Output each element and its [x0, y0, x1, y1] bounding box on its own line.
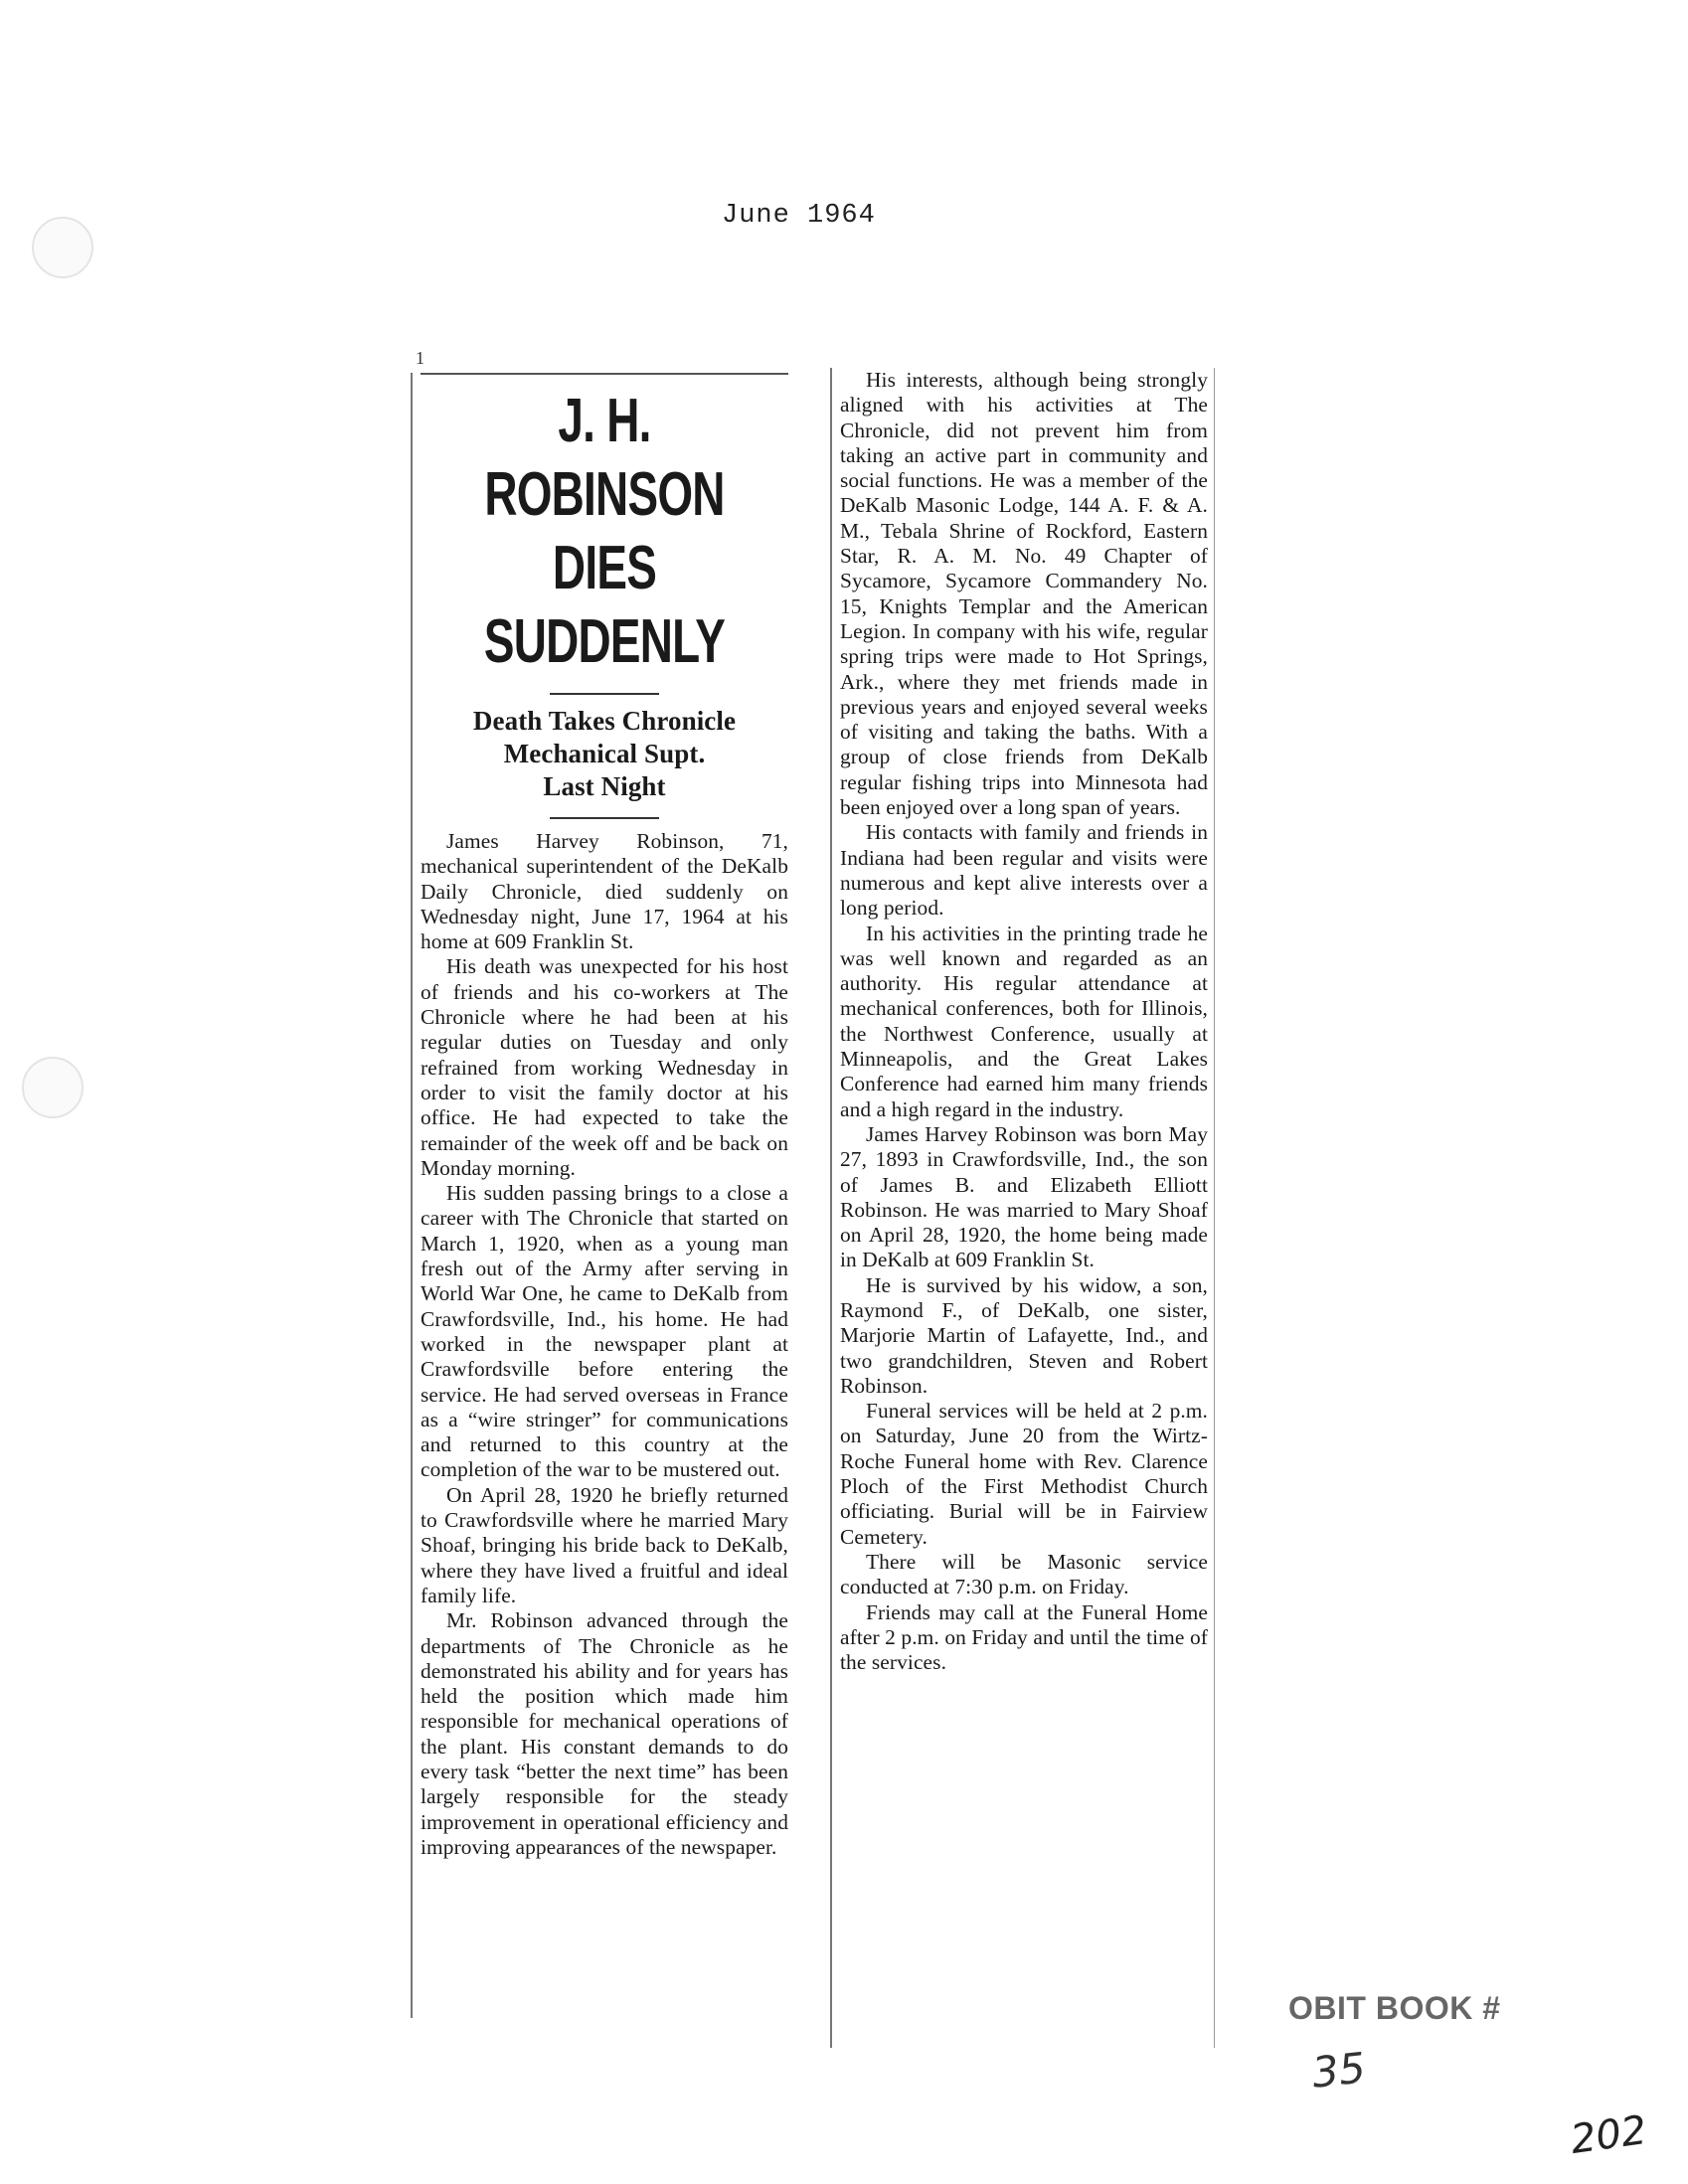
article-paragraph: His death was unexpected for his host of friends and his co-workers at The Chronicle where he had been at his regular duties on Tuesday and only refrained from working Wednesday in order to visit the family doctor at his office. He had expected to take the remainder of the week off and be back on Monday morning.	[421, 954, 788, 1180]
deck-line-2: Mechanical Supt.	[503, 739, 706, 768]
punch-hole-middle	[22, 1057, 84, 1118]
deck	[421, 705, 788, 803]
article-paragraph: On April 28, 1920 he briefly returned to Crawfordsville where he married Mary Shoaf, bringing his bride back to DeKalb, where they have lived a fruitful and ideal family life.	[421, 1482, 788, 1607]
deck-divider	[550, 817, 659, 819]
punch-hole-top	[32, 217, 93, 278]
article-paragraph: James Harvey Robinson, 71, mechanical superintendent of the DeKalb Daily Chronicle, died suddenly on Wednesday night, June 17, 1964 at his home at 609 Franklin St.	[421, 829, 788, 954]
page-number: 202	[1568, 2106, 1650, 2164]
article-paragraph: His sudden passing brings to a close a career with The Chronicle that started on March 1, 1920, when as a young man fresh out of the Army after serving in World War One, he came to DeKalb from Crawfordsville, Ind., his home. He had worked in the newspaper plant at Crawfordsville before entering the service. He had served overseas in France as a “wire stringer” for communications and returned to this country at the completion of the war to be mustered out.	[421, 1181, 788, 1482]
article-paragraph: Mr. Robinson advanced through the departments of The Chronicle as he demonstrated his ability and for years has held the position which made him responsible for mechanical operations of the plant. His constant demands to do every task “better the next time” has been largely responsible for the steady improvement in operational efficiency and improving appearances of the newspaper.	[421, 1608, 788, 1859]
deck-line-3: Last Night	[543, 771, 666, 801]
article-paragraph: Funeral services will be held at 2 p.m. on Saturday, June 20 from the Wirtz-Roche Funeral home with Rev. Clarence Ploch of the First Methodist Church officiating. Burial will be in Fairview Cemetery.	[840, 1399, 1208, 1549]
newspaper-clipping	[403, 368, 1208, 2048]
article-paragraph: His interests, although being strongly aligned with his activities at The Chronicle, did not prevent him from taking an active part in community and social functions. He was a member of the DeKalb Masonic Lodge, 144 A. F. & A. M., Tebala Shrine of Rockford, Eastern Star, R. A. M. No. 49 Chapter of Sycamore, Sycamore Commandery No. 15, Knights Templar and the American Legion. In company with his wife, regular spring trips were made to Hot Springs, Ark., where they met friends made in previous years and enjoyed several weeks of visiting and taking the baths. With a group of close friends from DeKalb regular fishing trips into Minnesota had been enjoyed over a long span of years.	[840, 368, 1208, 820]
headline-line-2: DIES SUDDENLY	[483, 534, 726, 676]
deck-line-1: Death Takes Chronicle	[472, 706, 737, 736]
headline	[439, 385, 770, 679]
headline-line-1: J. H. ROBINSON	[484, 387, 725, 529]
article-column-left	[411, 373, 788, 2018]
obit-book-stamp-label: OBIT BOOK #	[1288, 1990, 1501, 2026]
article-paragraph: In his activities in the printing trade he was well known and regarded as an authority. His regular attendance at mechanical conferences, both for Illinois, the Northwest Conference, usually at Minneapolis, and the Great Lakes Conference had earned him many friends and a high regard in the industry.	[840, 921, 1208, 1121]
column-number: 1	[416, 348, 424, 368]
article-paragraph: Friends may call at the Funeral Home after 2 p.m. on Friday and until the time of the services.	[840, 1599, 1208, 1675]
date-stamp: June 1964	[722, 201, 876, 231]
article-paragraph: There will be Masonic service conducted at 7:30 p.m. on Friday.	[840, 1549, 1208, 1599]
top-rule	[421, 373, 788, 375]
obit-book-number: 35	[1309, 2043, 1368, 2098]
article-paragraph: He is survived by his widow, a son, Raymond F., of DeKalb, one sister, Marjorie Martin of Lafayette, Ind., and two grandchildren, Steven and Robert Robinson.	[840, 1272, 1208, 1398]
article-paragraph: James Harvey Robinson was born May 27, 1893 in Crawfordsville, Ind., the son of James B. and Elizabeth Elliott Robinson. He was married to Mary Shoaf on April 28, 1920, the home being made in DeKalb at 609 Franklin St.	[840, 1121, 1208, 1272]
article-paragraph: His contacts with family and friends in Indiana had been regular and visits were numerous and kept alive interests over a long period.	[840, 820, 1208, 921]
article-column-right	[830, 368, 1215, 2048]
headline-divider	[550, 693, 659, 695]
